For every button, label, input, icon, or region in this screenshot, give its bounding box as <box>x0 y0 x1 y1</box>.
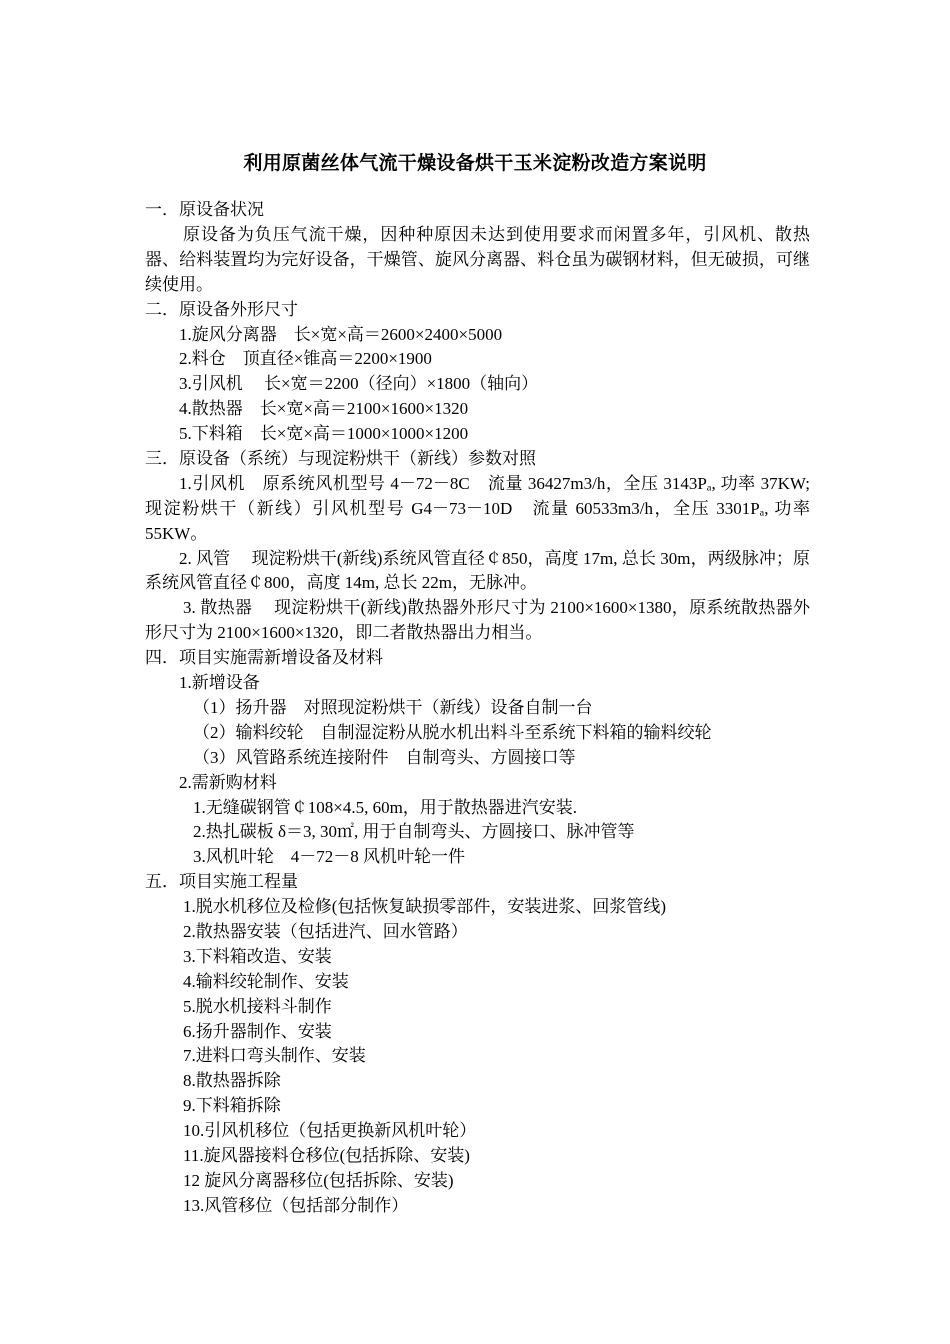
section-5-item: 8.散热器拆除 <box>183 1071 281 1091</box>
section-5-item: 9.下料箱拆除 <box>183 1096 281 1116</box>
section-5-item: 13.风管移位（包括部分制作） <box>183 1195 409 1215</box>
section-5-item: 2.散热器安装（包括进汽、回水管路） <box>183 921 468 941</box>
section-5-item: 3.下料箱改造、安装 <box>183 946 332 966</box>
section-3-heading: 三．原设备（系统）与现淀粉烘干（新线）参数对照 <box>145 448 536 468</box>
section-5-item: 11.旋风器接料仓移位(包括拆除、安装) <box>183 1146 470 1165</box>
document-body <box>145 198 810 1219</box>
section-5-item: 10.引风机移位（包括更换新风机叶轮） <box>183 1121 477 1141</box>
section-3-paragraph: 2. 风管 现淀粉烘干(新线)系统风管直径￠850，高度 17m, 总长 30m，两级脉冲；原系统风管直径￠800，高度 14m, 总长 22m，无脉冲。 <box>145 548 810 593</box>
section-4-item: 2.热扎碳板 δ＝3, 30㎡, 用于自制弯头、方圆接口、脉冲管等 <box>193 822 635 842</box>
section-4-item: 1.无缝碳钢管￠108×4.5, 60m，用于散热器进汽安装. <box>193 797 578 817</box>
document-title: 利用原菌丝体气流干燥设备烘干玉米淀粉改造方案说明 <box>243 152 707 174</box>
section-5-item: 1.脱水机移位及检修(包括恢复缺损零部件，安装进浆、回浆管线) <box>183 897 667 917</box>
section-5-item: 5.脱水机接料斗制作 <box>183 996 332 1016</box>
section-3-paragraph: 1.引风机 原系统风机型号 4－72－8C 流量 36427m3/h，全压 3143Pₐ, 功率 37KW; 现淀粉烘干（新线）引风机型号 G4－73－10D 流量 60533m3/h，全压 3301Pₐ, 功率 55KW。 <box>145 473 810 543</box>
section-5-heading: 五．项目实施工程量 <box>145 872 298 892</box>
section-4-item: （3）风管路系统连接附件 自制弯头、方圆接口等 <box>193 747 576 767</box>
section-3-paragraph: 3. 散热器 现淀粉烘干(新线)散热器外形尺寸为 2100×1600×1380，原系统散热器外形尺寸为 2100×1600×1320，即二者散热器出力相当。 <box>145 598 810 643</box>
section-5-item: 4.输料绞轮制作、安装 <box>183 971 349 991</box>
section-5-item: 12 旋风分离器移位(包括拆除、安装) <box>183 1170 454 1190</box>
section-4-item: （1）扬升器 对照现淀粉烘干（新线）设备自制一台 <box>193 697 593 717</box>
section-1-heading: 一．原设备状况 <box>145 200 264 219</box>
section-1-paragraph: 原设备为负压气流干燥，因种种原因未达到使用要求而闲置多年，引风机、散热器、给料装置均为完好设备，干燥管、旋风分离器、料仓虽为碳钢材料，但无破损，可继续使用。 <box>145 224 810 294</box>
section-5-item: 7.进料口弯头制作、安装 <box>183 1046 366 1066</box>
section-2-item: 2.料仓 顶直径×锥高＝2200×1900 <box>179 349 432 369</box>
section-4-item: （2）输料绞轮 自制湿淀粉从脱水机出料斗至系统下料箱的输料绞轮 <box>193 722 712 742</box>
section-4-subheading: 2.需新购材料 <box>179 772 277 792</box>
section-5-item: 6.扬升器制作、安装 <box>183 1021 332 1041</box>
section-2-item: 4.散热器 长×宽×高＝2100×1600×1320 <box>179 399 469 419</box>
section-2-heading: 二．原设备外形尺寸 <box>145 299 298 319</box>
section-4-subheading: 1.新增设备 <box>179 673 260 693</box>
section-4-item: 3.风机叶轮 4－72－8 风机叶轮一件 <box>193 847 465 867</box>
section-4-heading: 四．项目实施需新增设备及材料 <box>145 648 383 668</box>
section-2-item: 1.旋风分离器 长×宽×高＝2600×2400×5000 <box>179 324 503 344</box>
section-2-item: 5.下料箱 长×宽×高＝1000×1000×1200 <box>179 424 469 444</box>
section-2-item: 3.引风机 长×宽＝2200（径向）×1800（轴向） <box>179 374 539 394</box>
